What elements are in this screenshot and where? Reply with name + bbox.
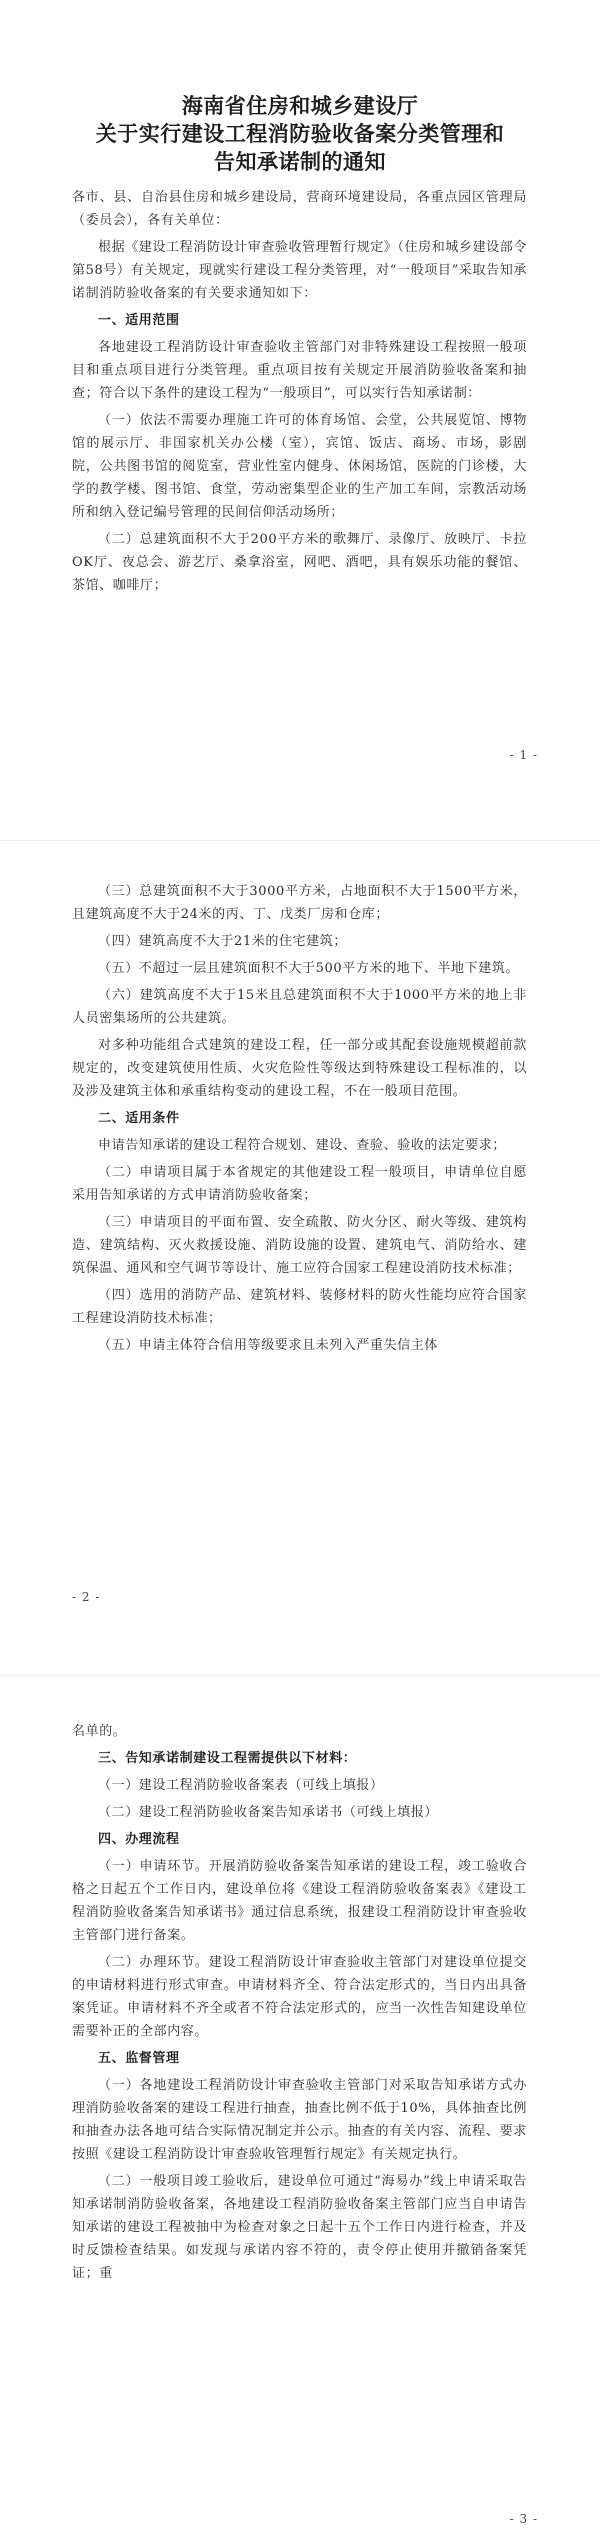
section-heading-supervision: 五、监督管理: [98, 2051, 180, 2066]
paragraph: （一）申请环节。开展消防验收备案告知承诺的建设工程，竣工验收合格之日起五个工作日内，建设单位将《建设工程消防验收备案表》《建设工程消防验收备案告知承诺书》通过信息系统，报建设工程消防设计审查验收主管部门进行备案。: [72, 1859, 527, 1943]
intro-paragraph: 根据《建设工程消防设计审查验收管理暂行规定》（住房和城乡建设部令第58号）有关规定，现就实行建设工程分类管理，对“一般项目”采取告知承诺制消防验收备案的有关要求通知如下：: [72, 240, 527, 301]
paragraph: （一）各地建设工程消防设计审查验收主管部门对采取告知承诺方式办理消防验收备案的建设工程进行抽查，抽查比例不低于10%，具体抽查比例和抽查办法各地可结合实际情况制定并公示。抽查的有关内容、流程、要求按照《建设工程消防设计审查验收管理暂行规定》有关规定执行。: [72, 2078, 527, 2162]
page-1-body: [72, 186, 527, 601]
section-heading-process: 四、办理流程: [98, 1832, 180, 1847]
section-heading-materials: 三、告知承诺制建设工程需提供以下材料：: [98, 1751, 357, 1766]
section-heading-scope: 一、适用范围: [98, 313, 180, 328]
page-number: - 2 -: [72, 1590, 101, 1604]
document-page-3: [0, 1690, 600, 2546]
page-separator: [0, 1675, 600, 1676]
paragraph: 对多种功能组合式建筑的建设工程，任一部分或其配套设施规模超前款规定的，改变建筑使用性质、火灾危险性等级达到特殊建设工程标准的，以及涉及建筑主体和承重结构变动的建设工程，不在一般项目范围。: [72, 1038, 527, 1099]
paragraph: （五）不超过一层且建筑面积不大于500平方米的地下、半地下建筑。: [98, 961, 520, 976]
paragraph: （五）申请主体符合信用等级要求且未列入严重失信主体: [98, 1338, 439, 1353]
paragraph: （三）总建筑面积不大于3000平方米，占地面积不大于1500平方米，且建筑高度不大于24米的丙、丁、戊类厂房和仓库；: [72, 884, 527, 922]
document-page-2: [0, 860, 600, 1660]
paragraph: （四）选用的消防产品、建筑材料、装修材料的防火性能均应符合国家工程建设消防技术标准；: [72, 1288, 527, 1326]
paragraph: （二）一般项目竣工验收后，建设单位可通过“海易办”线上申请采取告知承诺制消防验收备案，各地建设工程消防验收备案主管部门应当自申请告知承诺的建设工程被抽中为检查对象之日起十五个工作日内进行检查，并及时反馈检查结果。如发现与承诺内容不符的，责令停止使用并撤销备案凭证；重: [72, 2174, 527, 2281]
paragraph: （二）建设工程消防验收备案告知承诺书（可线上填报）: [98, 1805, 439, 1820]
paragraph: （二）总建筑面积不大于200平方米的歌舞厅、录像厅、放映厅、卡拉OK厅、夜总会、游艺厅、桑拿浴室，网吧、酒吧，具有娱乐功能的餐馆、茶馆、咖啡厅；: [72, 532, 527, 593]
paragraph: 申请告知承诺的建设工程符合规划、建设、查验、验收的法定要求；: [98, 1138, 507, 1153]
page-number: - 1 -: [509, 748, 538, 762]
paragraph: （四）建筑高度不大于21米的住宅建筑；: [98, 934, 347, 949]
page-2-body: [72, 880, 527, 1361]
section-heading-conditions: 二、适用条件: [98, 1111, 180, 1126]
document-title: [60, 92, 540, 176]
paragraph: （一）建设工程消防验收备案表（可线上填报）: [98, 1778, 384, 1793]
document-page-1: [0, 0, 600, 820]
paragraph: （一）依法不需要办理施工许可的体育场馆、会堂，公共展览馆、博物馆的展示厅、非国家机关办公楼（室），宾馆、饭店、商场、市场，影剧院，公共图书馆的阅览室，营业性室内健身、休闲场馆，医院的门诊楼，大学的教学楼、图书馆、食堂，劳动密集型企业的生产加工车间，宗教活动场所和纳入登记编号管理的民间信仰活动场所；: [72, 413, 527, 520]
title-line-2: 关于实行建设工程消防验收备案分类管理和: [95, 122, 505, 146]
paragraph: 各地建设工程消防设计审查验收主管部门对非特殊建设工程按照一般项目和重点项目进行分类管理。重点项目按有关规定开展消防验收备案和抽查；符合以下条件的建设工程为“一般项目”，可以实行告知承诺制：: [72, 340, 527, 401]
page-3-body: [72, 1720, 527, 2289]
title-line-3: 告知承诺制的通知: [214, 150, 386, 174]
paragraph: （二）申请项目属于本省规定的其他建设工程一般项目，申请单位自愿采用告知承诺的方式申请消防验收备案；: [72, 1165, 527, 1203]
title-line-1: 海南省住房和城乡建设厅: [181, 94, 419, 118]
paragraph: （二）办理环节。建设工程消防设计审查验收主管部门对建设单位提交的申请材料进行形式审查。申请材料齐全、符合法定形式的，当日内出具备案凭证。申请材料不齐全或者不符合法定形式的，应当一次性告知建设单位需要补正的全部内容。: [72, 1955, 527, 2039]
page-separator: [0, 840, 600, 841]
page-number: - 3 -: [509, 2512, 538, 2526]
paragraph: 名单的。: [72, 1724, 127, 1739]
paragraph: （三）申请项目的平面布置、安全疏散、防火分区、耐火等级、建筑构造、建筑结构、灭火救援设施、消防设施的设置、建筑电气、消防给水、建筑保温、通风和空气调节等设计、施工应符合国家工程建设消防技术标准；: [72, 1215, 527, 1276]
addressee: 各市、县、自治县住房和城乡建设局，营商环境建设局，各重点园区管理局（委员会），各有关单位：: [72, 190, 527, 228]
paragraph: （六）建筑高度不大于15米且总建筑面积不大于1000平方米的地上非人员密集场所的公共建筑。: [72, 988, 527, 1026]
